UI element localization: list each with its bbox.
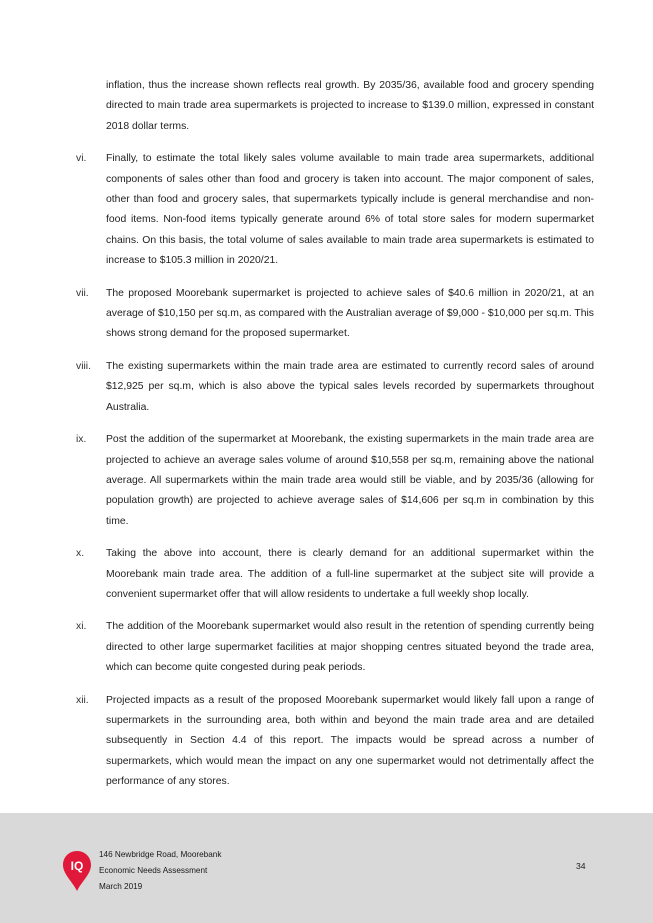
paragraph-number: vi. <box>76 153 87 165</box>
paragraph-text: Projected impacts as a result of the proposed Moorebank supermarket would likely fall upon a range of supermarkets in the surrounding area, both within and beyond the main trade area and are detailed subsequently in Section 4.4 of this report. The impacts would be spread across a number of supermarkets, which would mean the impact on any one supermarket would not detrimentally affect the performance of any stores. <box>106 694 594 788</box>
paragraph-text: Taking the above into account, there is clearly demand for an additional supermarket within the Moorebank main trade area. The addition of a full-line supermarket at the subject site will provide a convenient supermarket offer that will allow residents to undertake a full weekly shop locally. <box>106 548 594 600</box>
paragraph-text: The proposed Moorebank supermarket is projected to achieve sales of $40.6 million in 2020/21, at an average of $10,150 per sq.m, as compared with the Australian average of $9,000 - $10,000 per sq.m. This shows strong demand for the proposed supermarket. <box>106 287 594 340</box>
paragraph-vi <box>76 149 594 271</box>
paragraph-number: vii. <box>76 287 89 299</box>
iq-logo-icon <box>62 850 92 892</box>
paragraph-text: The existing supermarkets within the main trade area are estimated to currently record sales of around $12,925 per sq.m, which is also above the typical sales levels recorded by supermarkets throughout Australia. <box>106 360 594 413</box>
paragraph-viii <box>76 357 594 418</box>
page-number: 34 <box>576 861 586 871</box>
paragraph-text: The addition of the Moorebank supermarket would also result in the retention of spending currently being directed to other large supermarket facilities at major shopping centres situated beyond the trade area, which can become quite congested during peak periods. <box>106 621 594 674</box>
paragraph-vii <box>76 284 594 345</box>
paragraph-xii <box>76 691 594 793</box>
paragraph-x <box>76 544 594 605</box>
paragraph-continued <box>76 76 594 137</box>
footer-date: March 2019 <box>99 882 143 891</box>
paragraph-number: xi. <box>76 621 87 633</box>
paragraph-text: Finally, to estimate the total likely sales volume available to main trade area supermarkets, additional components of sales other than food and grocery is taken into account. The major component of sales, other than food and grocery sales, that supermarkets typically include is general merchandise and non-food items. Non-food items typically generate around 6% of total store sales for modern supermarket chains. On this basis, the total volume of sales available to main trade area supermarkets is estimated to increase to $105.3 million in 2020/21. <box>106 153 594 267</box>
body-content <box>76 76 594 805</box>
paragraph-number: x. <box>76 548 85 560</box>
paragraph-number: ix. <box>76 434 87 446</box>
footer-address: 146 Newbridge Road, Moorebank <box>99 850 222 859</box>
paragraph-number: xii. <box>76 694 89 706</box>
paragraph-text: inflation, thus the increase shown reflects real growth. By 2035/36, available food and grocery spending directed to main trade area supermarkets is projected to increase to $139.0 million, expressed in constant 2018 dollar terms. <box>106 80 594 132</box>
footer-info <box>99 847 221 895</box>
paragraph-ix <box>76 430 594 532</box>
page-footer <box>0 813 653 923</box>
paragraph-text: Post the addition of the supermarket at Moorebank, the existing supermarkets in the main trade area are projected to achieve an average sales volume of around $10,558 per sq.m, remaining above the national average. All supermarkets within the main trade area would still be viable, and by 2035/36 (allowing for population growth) are projected to achieve average sales of $14,606 per sq.m in combination by this time. <box>106 434 594 527</box>
paragraph-xi <box>76 617 594 678</box>
footer-document-title: Economic Needs Assessment <box>99 866 208 875</box>
paragraph-number: viii. <box>76 360 92 372</box>
logo-text: IQ <box>70 859 84 873</box>
